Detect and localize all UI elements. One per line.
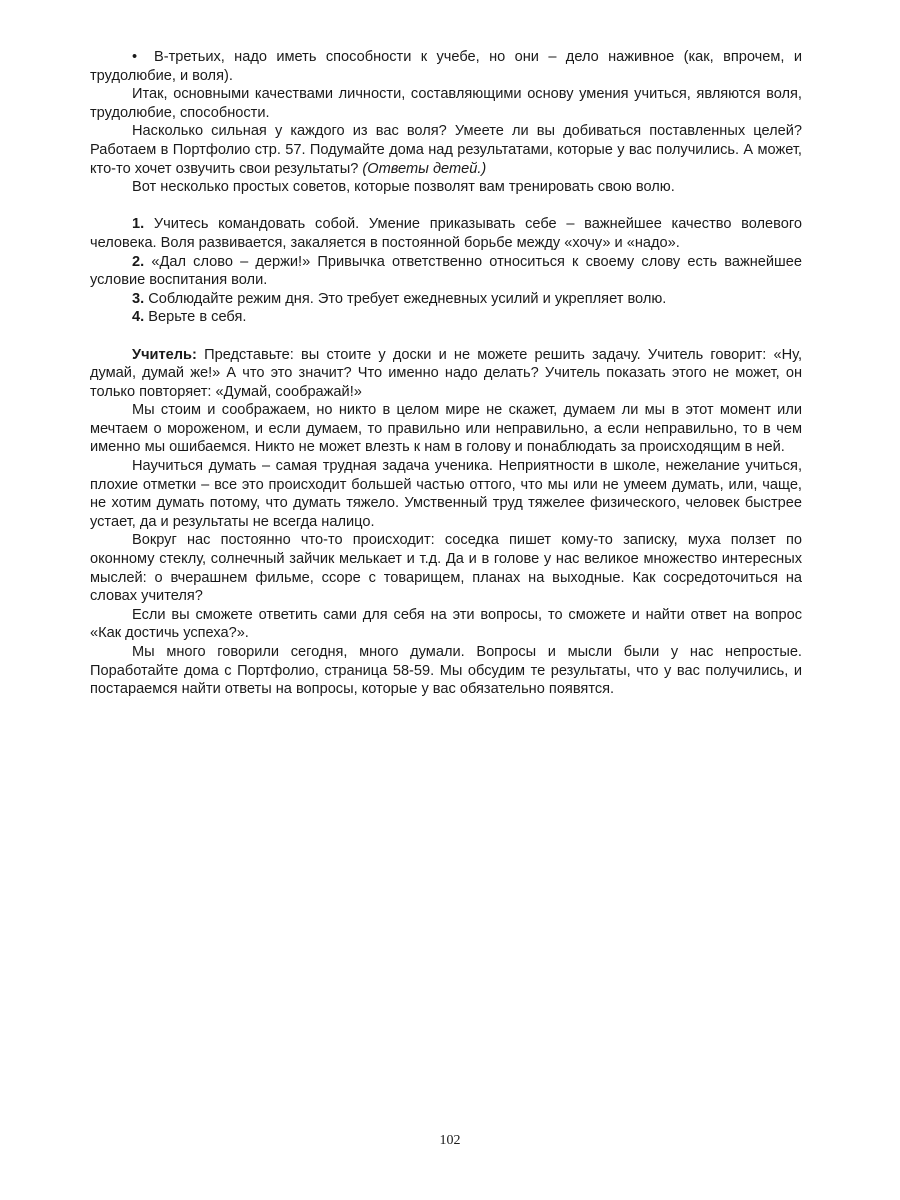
paragraph-body: Вокруг нас постоянно что-то происходит: соседка пишет кому-то записку, муха ползет по оконному стеклу, солнечный зайчик мелькает и т.д. Да и в голове у нас великое множество интересных мыслей: о вчерашнем фильме, ссоре с товарищем, планах на выходные. Как сосредоточиться на словах учителя? xyxy=(90,532,802,605)
paragraph-will-question xyxy=(90,122,802,178)
tip-text: Учитесь командовать собой. Умение приказывать себе – важнейшее качество волевого человека. Воля развивается, закаляется в постоянной борьбе между «хочу» и «надо». xyxy=(90,216,802,251)
tip-number: 1. xyxy=(132,216,145,233)
paragraph-body: Если вы сможете ответить сами для себя на эти вопросы, то сможете и найти ответ на вопрос «Как достичь успеха?». xyxy=(90,606,802,642)
tip-number: 4. xyxy=(132,309,145,326)
teacher-text: Представьте: вы стоите у доски и не можете решить задачу. Учитель говорит: «Ну, думай, думай же!» А что это значит? Что именно надо делать? Учитель показать этого не может, он только повторяет: «Думай, соображай!» xyxy=(90,346,802,400)
bullet-text: В-третьих, надо иметь способности к учебе, но они – дело наживное (как, впрочем, и трудолюбие, и воля). xyxy=(90,49,802,84)
tip-number: 3. xyxy=(132,290,145,307)
page-number: 102 xyxy=(439,1133,461,1148)
document-page xyxy=(90,48,802,699)
paragraph-body: Мы стоим и соображаем, но никто в целом мире не скажет, думаем ли мы в этот момент или мечтаем о мороженом, и если думаем, то правильно или неправильно, а если неправильно, то в чем именно мы ошибаемся. Никто не может влезть к нам в голову и понаблюдать за происходящим в ней. xyxy=(90,402,802,456)
paragraph-teacher xyxy=(90,346,802,402)
tip-item xyxy=(90,308,802,327)
bullet-paragraph xyxy=(90,48,802,85)
tip-text: «Дал слово – держи!» Привычка ответственно относиться к своему слову есть важнейшее условие воспитания воли. xyxy=(90,253,802,289)
paragraph-qualities: Итак, основными качествами личности, составляющими основу умения учиться, являются воля, трудолюбие, способности. xyxy=(90,86,802,121)
paragraph-body: Научиться думать – самая трудная задача ученика. Неприятности в школе, нежелание учиться, плохие отметки – все это происходит большей частью оттого, что мы или не умеем думать, или, чаще, не хотим думать потому, что думать тяжело. Умственный труд тяжелее физического, человек быстрее устает, да и результаты не всегда налицо. xyxy=(90,458,802,530)
tip-text: Верьте в себя. xyxy=(144,309,247,326)
spacer xyxy=(90,327,802,346)
paragraph-body: Мы много говорили сегодня, много думали. Вопросы и мысли были у нас непростые. Поработайте дома с Портфолио, страница 58-59. Мы обсудим те результаты, что у вас получились, и постараемся найти ответы на вопросы, которые у вас обязательно появятся. xyxy=(90,644,802,698)
teacher-lead: Учитель: xyxy=(132,346,197,363)
paragraph-will-text: Насколько сильная у каждого из вас воля? Умеете ли вы добиваться поставленных целей? Работаем в Портфолио стр. 57. Подумайте дома над результатами, которые у вас получились. А может, кто-то хочет озвучить свои результаты? xyxy=(90,123,802,177)
bullet-icon: • xyxy=(132,49,138,65)
paragraph-tips-intro: Вот несколько простых советов, которые позволят вам тренировать свою волю. xyxy=(132,179,675,196)
tip-text: Соблюдайте режим дня. Это требует ежедневных усилий и укрепляет волю. xyxy=(144,290,667,307)
tip-number: 2. xyxy=(132,253,145,270)
tip-item xyxy=(90,253,802,290)
paragraph-will-emphasis: (Ответы детей.) xyxy=(362,160,487,177)
tip-item xyxy=(90,290,802,309)
tip-item xyxy=(90,215,802,252)
spacer xyxy=(90,197,802,216)
